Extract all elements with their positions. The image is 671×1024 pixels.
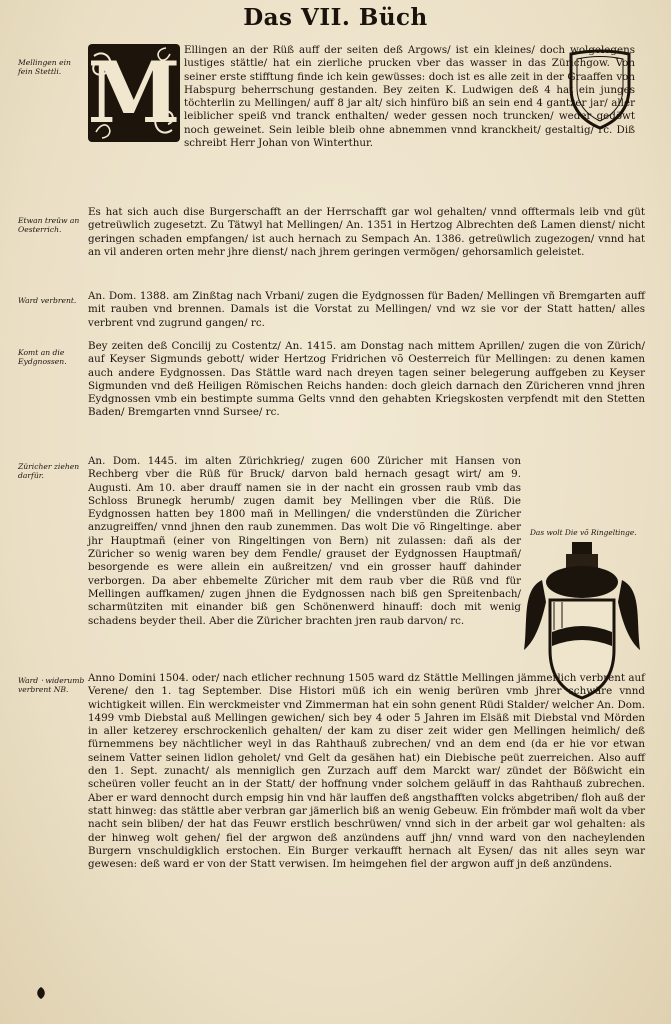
paragraph-1504: Anno Domini 1504. oder/ nach etlicher rechnung 1505 ward dz Stättle Mellingen jämmerlich verbrent auf Verene/ den 1. tag September. Dise Histori müß ich ein wenig berüren vmb jhrer schwäre vnnd wichtigkeit willen. Ein werckmeister vnd Zimmerman hat ein sohn genent Rüdi Stalder/ welcher An. Dom. 1499 vmb Diebstal auß Mellingen gewichen/ sich bey 4 oder 5 Jahren im Elsäß mit Diebstal vnd Mörden in aller ketzerey erschrockenlich gehalten/ der kam zu diser zeit wider gen Mellingen heimlich/ deß fürnemmens bey nächtlicher weyl in das Rahthauß zubrechen/ vnd an dem end (da er hie vor etwan seinem Vatter seinen lidlon geholet/ vnd Gelt da gesähen hat) ein Diebische peüt zuerreichen. Also auff den 1. Sept. zunacht/ als menniglich gen Zurzach auff dem Marckt war/ zündet der Bößwicht ein scheüren voller feucht an in der Statt/ der hoffnung vnder solchem geläuff in das Rahthauß zubrechen. Aber er ward dennocht durch empsig hin vnd här lauffen deß angsthafften volcks abgetriben/ floh auß der statt hinweg: das stättle aber verbran gar jämerlich biß an wenig Gebeuw. Ein frömbder mañ wolt da vber nacht sein bliben/ der hat das Feuwr erstlich beschrüwen/ vnnd sich in der arbeit gar wol gehalten: als der hinweg wolt gehen/ fiel der argwon deß anzündens auff jhn/ vnnd ward von den nacheylenden Burgern vnschuldigklich erstochen. Ein Burger verkaufft hernach alt Eysen/ das nit alles seyn war gewesen: deß ward er von der Statt verwisen. Im heimgehen fiel der argwon auff jn deß anzündens.	[88, 672, 645, 871]
margin-note: Etwan treüw an Oesterrich.	[18, 216, 80, 234]
margin-note: Züricher ziehen darfür.	[18, 462, 80, 480]
paragraph-1388: An. Dom. 1388. am Zinßtag nach Vrbani/ zugen die Eydgnossen für Baden/ Mellingen vñ Bremgarten auff mit rauben vnd brennen. Damals ist die Vorstat zu Mellingen/ vnd wz sie vor der Statt hatten/ alles verbrent vnd zugrund gangen/ rc.	[88, 290, 645, 329]
page-header: Das VII. Büch	[243, 4, 428, 31]
drop-cap-ornament	[88, 44, 180, 142]
margin-note: Ward ‧ widerumb verbrent NB.	[18, 676, 85, 694]
margin-note: Mellingen ein fein Stettli.	[18, 58, 71, 76]
paragraph-1445: An. Dom. 1445. im alten Zürichkrieg/ zugen 600 Züricher mit Hansen von Rechberg vber die Rüß für Bruck/ darvon bald hernach gesagt wirt/ am 9. Augusti. Am 10. aber drauff namen sie in der nacht ein grossen raub vmb das Schloss Brunegk herumb/ zugen damit bey Mellingen vber die Rüß. Die Eydgnossen hatten bey 1800 mañ in Mellingen/ die vnderstünden die Züricher anzugreiffen/ vnnd jhnen den raub zunemmen. Das wolt Die võ Ringeltinge. aber jhr Hauptmañ (einer von Ringeltingen von Bern) nit zulassen: dañ als der Züricher so wenig waren bey dem Fendle/ grauset der Eydgnossen Hauptmañ/ besorgende es were allein ein außreitzen/ vnd ein grosser hauff dahinder verborgen. Da aber ehbemelte Züricher mit dem raub vber die Rüß vnd für Mellingen auffkamen/ zugen jhnen die Eydgnossen nach biß gen Spreitenbach/ scharmütziten mit einander biß gen Schönenwerd hinauff: doch mit wenig schadens beyder theil. Aber die Züricher brachten jren raub darvon/ rc.	[88, 455, 521, 627]
coat-of-arms-caption: Das wolt Die võ Ringeltinge.	[530, 528, 637, 537]
paragraph-loyalty: Es hat sich auch dise Burgerschafft an der Herrschafft gar wol gehalten/ vnnd offtermals leib vnd güt getreüwlich zugesetzt. Zu Tätwyl hat Mellingen/ An. 1351 in Hertzog Albrechten deß Lamen dienst/ nicht geringen schaden empfangen/ ist auch hernach zu Sempach An. 1386. getreüwlich zugezogen/ vnnd hat an vil anderen orten mehr jhre dienst/ nach jhrem geringen vermögen/ gehorsamlich geleistet.	[88, 206, 645, 258]
margin-note: Ward verbrent.	[18, 296, 77, 305]
drop-cap-letter: M	[88, 44, 180, 142]
paragraph-founding: Ellingen an der Rüß auff der seiten deß Argows/ ist ein kleines/ doch wolgelegens lustiges stättle/ hat ein zierliche prucken vber das wasser in das Zürichgow. Von seiner erste stifftung finde ich kein gewüsses: doch ist es alle zeit in der Graaffen von Habspurg beherrschung gestanden. Bey zeiten K. Ludwigen deß 4 hat ein junges töchterlin zu Mellingen/ auff 8 jar alt/ sich hinfüro biß an sein end 4 gantzer jar/ aller leiblicher speiß vnd tranck enthalten/ weder gessen noch truncken/ weder gedöwt noch geweinet. Sein leible bleib ohne abnemmen vnnd kranckheit/ gestaltig/ rc. Diß schreibt Herr Johan von Winterthur.	[184, 44, 635, 150]
margin-note: Komt an die Eydgnossen.	[18, 348, 67, 366]
leaf-ornament-icon	[34, 986, 48, 1000]
paragraph-1415: Bey zeiten deß Concilij zu Costentz/ An. 1415. am Donstag nach mittem Aprillen/ zugen die von Zürich/ auf Keyser Sigmunds gebott/ wider Hertzog Fridrichen võ Oesterreich für Mellingen: zu denen kamen auch andere Eydgnossen. Das Stättle ward nach dreyen tagen seiner belegerung auffgeben zu Keyser Sigmunden vnd deß Heiligen Römischen Reichs handen: doch gleich darnach den Züricheren vnnd jhren Eydgnossen vmb ein bestimpte summa Gelts vnnd den gehabten Kriegskosten verpfendt mit den Stetten Baden/ Bremgarten vnnd Sursee/ rc.	[88, 340, 645, 419]
